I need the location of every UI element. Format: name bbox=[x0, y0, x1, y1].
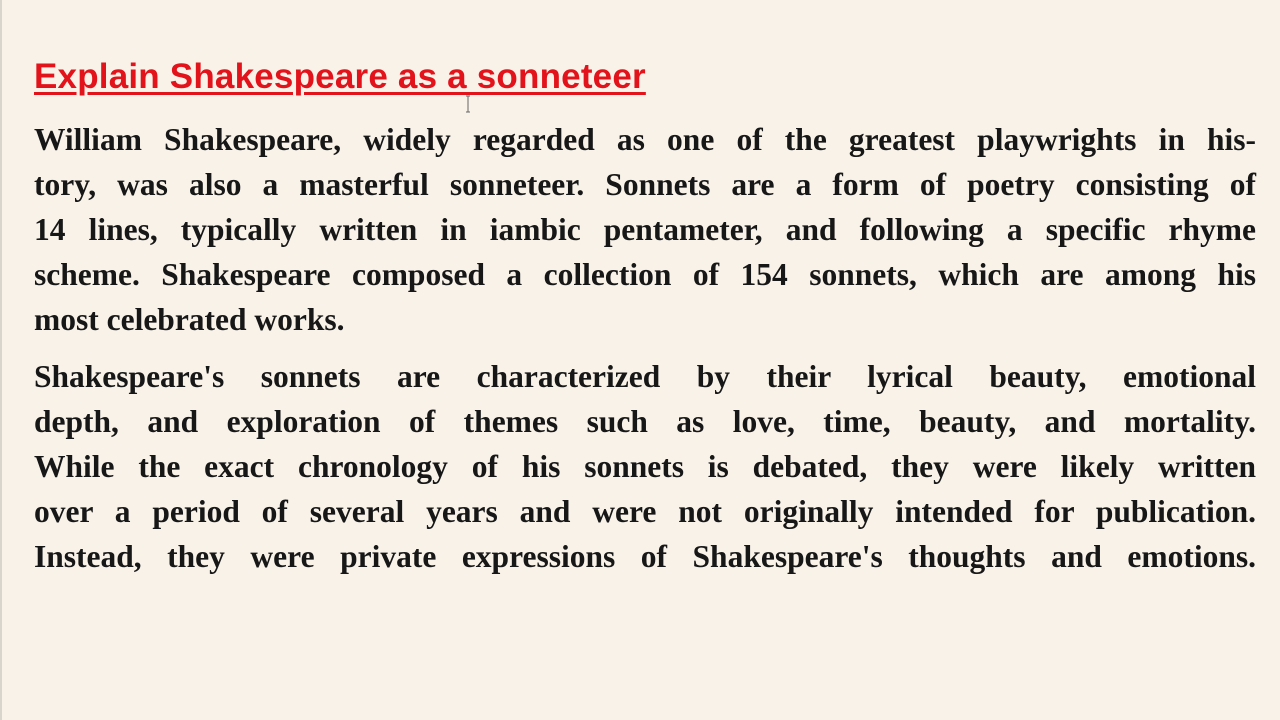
paragraph-2-line-1: Shakespeare's sonnets are characterized by their lyrical beauty, emotional bbox=[34, 359, 1256, 394]
paragraph-1-line-1: William Shakespeare, widely regarded as one of the greatest playwrights in his- bbox=[34, 122, 1256, 157]
paragraph-2-line-4: over a period of several years and were not originally intended for publication. bbox=[34, 494, 1256, 529]
paragraph-2-line-5: Instead, they were private expressions of Shakespeare's thoughts and emotions. bbox=[34, 539, 1256, 574]
paragraph-1-line-2: tory, was also a masterful sonneteer. Sonnets are a form of poetry consisting of bbox=[34, 167, 1256, 202]
paragraph-2-line-3: While the exact chronology of his sonnets is debated, they were likely written bbox=[34, 449, 1256, 484]
paragraph-1-line-4: scheme. Shakespeare composed a collection of 154 sonnets, which are among his bbox=[34, 257, 1256, 292]
paragraph-2-line-2: depth, and exploration of themes such as love, time, beauty, and mortality. bbox=[34, 404, 1256, 439]
text-cursor-icon bbox=[465, 95, 471, 113]
paragraph-1-line-3: 14 lines, typically written in iambic pentameter, and following a specific rhyme bbox=[34, 212, 1256, 247]
paragraph-1-line-5: most celebrated works. bbox=[34, 302, 345, 337]
page-title: Explain Shakespeare as a sonneteer bbox=[34, 57, 646, 96]
